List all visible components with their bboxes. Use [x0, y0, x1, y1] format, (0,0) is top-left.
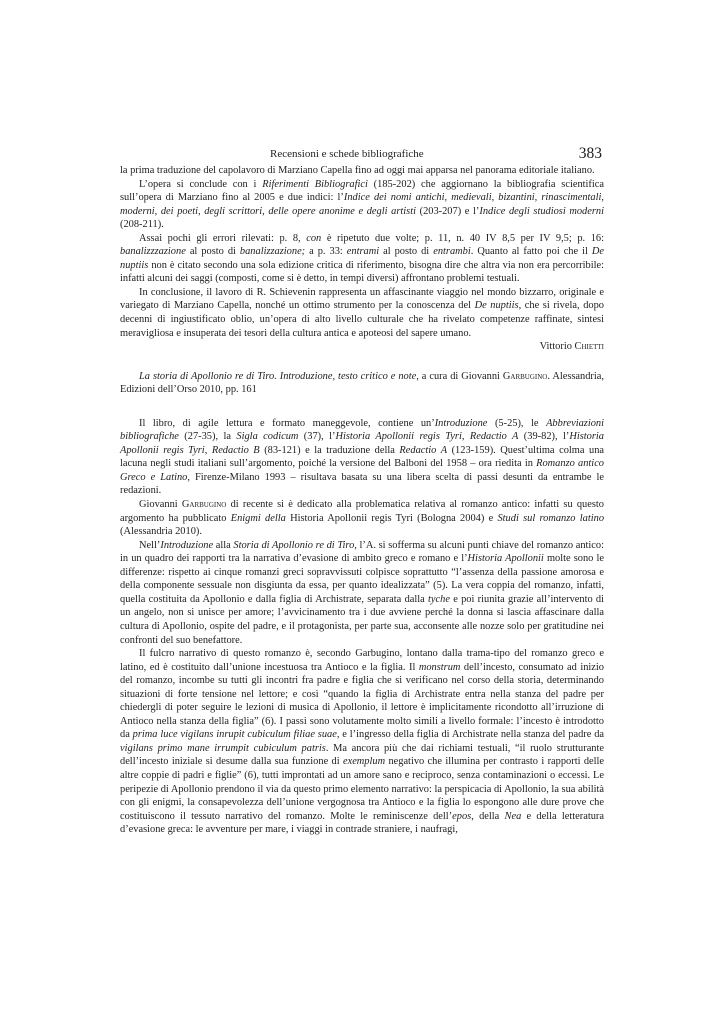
review-heading	[120, 370, 604, 397]
reviewer-signature: Vittorio Chietti	[539, 341, 604, 353]
page-header	[120, 146, 604, 164]
paragraph: Il libro, di agile lettura e formato maneggevole, contiene un’Introduzione (5-25), le Abbreviazioni bibliografiche (27-35), la Sigla codicum (37), l’Historia Apollonii regis Tyri, Redactio A (39-82), l’Historia Apollonii regis Tyri, Redactio B (83-121) e la traduzione della Redactio A (123-159). Quest’ultima colma una lacuna negli studi italiani sull’argomento, poiché la versione del Balboni del 1958 – ora riedita in Romanzo antico Greco e Latino, Firenze-Milano 1993 – risultava basata su una libera scelta di passi desunti da entrambe le redazioni.	[120, 417, 605, 497]
review-body	[120, 417, 604, 837]
paragraph: In conclusione, il lavoro di R. Schievenin rappresenta un affascinante viaggio nel mondo bizzarro, originale e variegato di Marziano Capella, nonché un ottimo strumento per la conoscenza del De nuptiis, che si rivela, dopo decenni di ingiustificato oblio, un’opera di alto livello culturale che ha rivelato competenze raffinate, sintesi meravigliosa e insuperata dei tesori della cultura antica e apoteosi del sapere umano.	[120, 286, 604, 339]
paragraph: Nell’Introduzione alla Storia di Apollonio re di Tiro, l’A. si sofferma su alcuni punti chiave del romanzo antico: in un quadro dei rapporti tra la narrativa d’evasione di ambito greco e romano e l’Historia Apollonii molte sono le differenze: rispetto ai cinque romanzi greci sopravvissuti colpisce soprattutto “l’assenza della passione amorosa e della componente sessuale non disgiunta da essa, per quanto idealizzata” (5). La vera coppia del romanzo, infatti, quella costituita da Apollonio e dalla figlia di Archistrate, separata dalla tyche e poi riunita grazie all’intervento di un angelo, non si unisce per amore; l’avvicinamento tra i due avviene perché la donna si lascia affascinare dalla cultura di Apollonio, ospite del padre, e il protagonista, per parte sua, acconsente alle nozze solo per gratitudine nei confronti del suo benefattore.	[120, 539, 605, 646]
paragraph: L’opera si conclude con i Riferimenti Bibliografici (185-202) che aggiornano la bibliografia scientifica sull’opera di Marziano fino al 2005 e due indici: l’Indice dei nomi antichi, medievali, bizantini, rinascimentali, moderni, dei poeti, degli scrittori, delle opere anonime e degli artisti (203-207) e l’Indice degli studiosi moderni (208-211).	[120, 178, 605, 231]
review-continuation	[120, 164, 604, 354]
paragraph: Giovanni Garbugino di recente si è dedicato alla problematica relativa al romanzo antico: infatti su questo argomento ha pubblicato Enigmi della Historia Apollonii regis Tyri (Bologna 2004) e Studi sul romanzo latino (Alessandria 2010).	[120, 499, 605, 538]
page	[120, 146, 604, 837]
running-title: Recensioni e schede bibliografiche	[270, 148, 424, 160]
book-title: La storia di Apollonio re di Tiro. Introduzione, testo critico e note	[139, 370, 417, 382]
paragraph: Assai pochi gli errori rilevati: p. 8, con è ripetuto due volte; p. 11, n. 40 IV 8,5 per IV 9,5; p. 16: banalizzzazione al posto di banalizzazione; a p. 33: entrami al posto di entrambi. Quanto al fatto poi che il De nuptiis non è citato secondo una sola edizione critica di riferimento, bisogna dire che altra via non era percorribile: infatti alcuni dei saggi (composti, come si è detto, in tempi diversi) affrontano problemi testuali.	[120, 232, 604, 285]
curator-name: Garbugino	[502, 370, 548, 382]
book-reference: La storia di Apollonio re di Tiro. Introduzione, testo critico e note, a cura di Giovanni Garbugino. Alessandria, Edizioni dell’Orso 2010, pp. 161	[120, 370, 604, 396]
paragraph: la prima traduzione del capolavoro di Marziano Capella fino ad oggi mai apparsa nel panorama editoriale italiano.	[120, 165, 595, 176]
page-number: 383	[578, 145, 602, 162]
paragraph: Il fulcro narrativo di questo romanzo è, secondo Garbugino, lontano dalla trama-tipo del romanzo greco e latino, ed è costituito dall’unione incestuosa tra Antioco e la figlia. Il monstrum dell’incesto, consumato ad inizio del romanzo, incombe su tutti gli incontri fra padre e figlia che si verificano nel corso della storia, determinando situazioni di forte tensione nel lettore; e così “quando la figlia di Archistrate entra nella stanza del padre per chiedergli di poter seguire le lezioni di musica di Apollonio, il lettore è implicitamente ricondotto all’irruzione di Antioco nella stanza della figlia” (6). I passi sono volutamente molto simili a livello formale: l’incesto è introdotto da prima luce vigilans inrupit cubiculum filiae suae, e l’ingresso della figlia di Archistrate nella stanza del padre da vigilans primo mane irrumpit cubiculum patris. Ma ancora più che dai richiami testuali, “il ruolo strutturante dell’incesto iniziale si desume dalla sua funzione di exemplum negativo che illumina per contrasto i rapporti delle altre coppie di padri e figlie” (6), tutti improntati ad un amore sano e reciproco, senza contaminazioni o eccessi. Le peripezie di Apollonio prendono il via da questo primo elemento narrativo: la perspicacia di Apollonio, la sua abilità con gli enigmi, la consapevolezza dell’unione vergognosa tra Antioco e la figlia lo espongono alle dure prove che costituiscono il tessuto narrativo del romanzo. Molte le reminiscenze dell’epos, della Nea e della letteratura d’evasione greca: le avventure per mare, i viaggi in contrade straniere, i naufragi,	[120, 648, 605, 836]
